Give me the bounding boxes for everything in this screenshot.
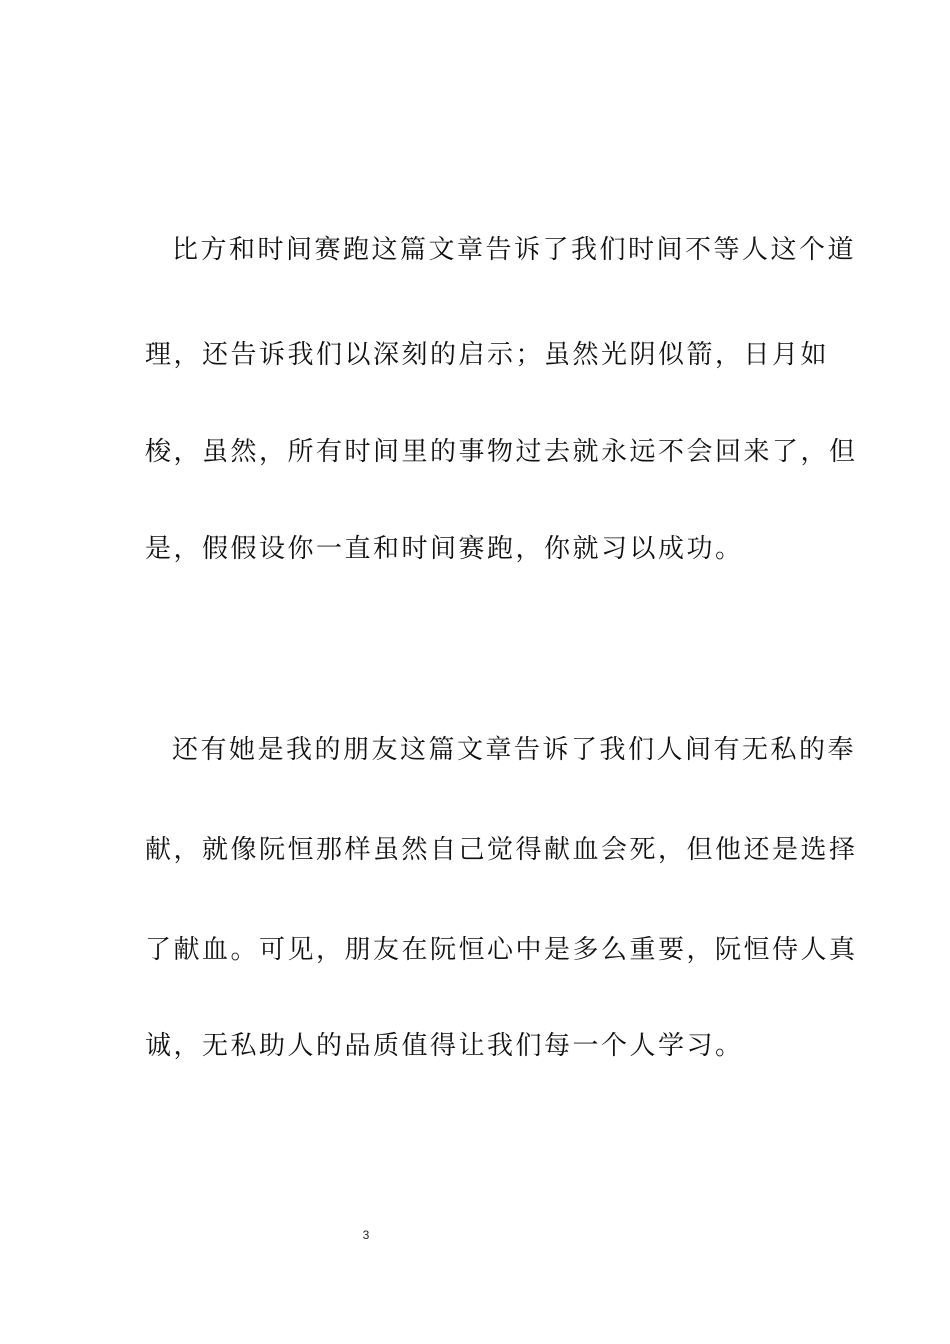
paragraph-2-line-1: 还有她是我的朋友这篇文章告诉了我们人间有无私的奉 xyxy=(172,735,857,765)
paragraph-1-line-3: 梭，虽然，所有时间里的事物过去就永远不会回来了，但 xyxy=(145,437,858,467)
paragraph-1-line-2: 理，还告诉我们以深刻的启示；虽然光阴似箭，日月如 xyxy=(145,340,830,370)
paragraph-2-line-2: 献，就像阮恒那样虽然自己觉得献血会死，但他还是选择 xyxy=(145,835,858,865)
paragraph-2-line-4: 诚，无私助人的品质值得让我们每一个人学习。 xyxy=(145,1031,744,1061)
paragraph-1-line-4: 是，假假设你一直和时间赛跑，你就习以成功。 xyxy=(145,534,744,564)
page-number: 3 xyxy=(362,1228,370,1242)
paragraph-2-line-3: 了献血。可见，朋友在阮恒心中是多么重要，阮恒侍人真 xyxy=(145,935,858,965)
paragraph-1-line-1: 比方和时间赛跑这篇文章告诉了我们时间不等人这个道 xyxy=(172,235,857,265)
